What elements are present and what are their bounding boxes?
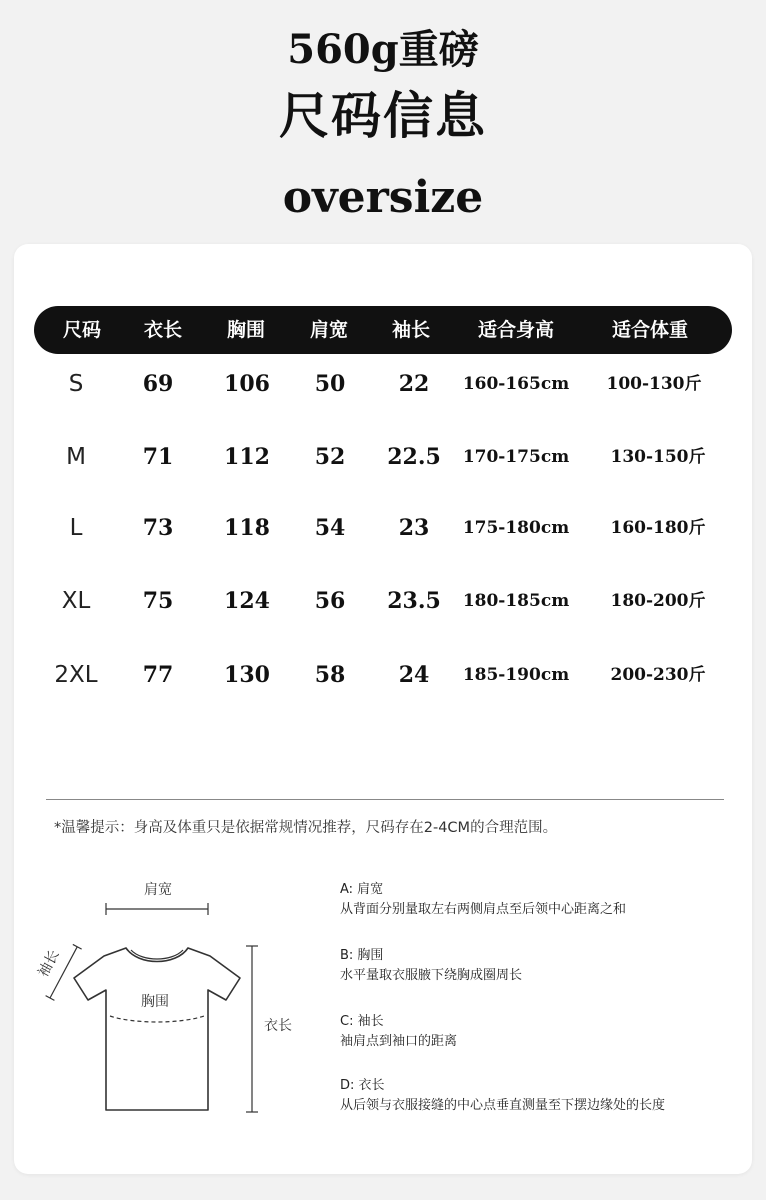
cell-weight: 200-230斤 [610,665,706,685]
cell-length: 71 [142,444,174,470]
cell-height: 170-175cm [462,447,570,467]
table-row [0,655,766,695]
cell-weight: 160-180斤 [610,518,706,538]
cell-weight: 130-150斤 [610,447,706,467]
cell-height: 185-190cm [462,665,570,685]
measurement-desc-item [340,1076,740,1116]
cell-length: 75 [142,588,174,614]
chest-label: 胸围 [141,994,169,1010]
table-header [34,306,732,354]
tshirt-outline-icon [30,870,330,1130]
cell-length: 73 [142,515,174,541]
cell-size: XL [61,588,91,614]
header-sleeve: 袖长 [391,319,431,341]
cell-shoulder: 50 [314,371,346,397]
desc-text: 从后领与衣服接缝的中心点垂直测量至下摆边缘处的长度 [340,1098,666,1113]
desc-text: 水平量取衣服腋下绕胸成圈周长 [340,968,523,983]
desc-title: C: 袖长 [340,1014,384,1029]
cell-size: S [68,371,84,397]
product-weight-title: 560g重磅 [287,26,479,73]
header-shoulder: 肩宽 [309,319,349,341]
header-size: 尺码 [62,319,102,341]
cell-shoulder: 52 [314,444,346,470]
header-height: 适合身高 [477,319,555,341]
cell-sleeve: 22 [398,371,430,397]
cell-sleeve: 22.5 [387,444,441,470]
cell-height: 160-165cm [462,374,570,394]
desc-title: A: 肩宽 [340,882,384,897]
desc-text: 从背面分别量取左右两侧肩点至后领中心距离之和 [340,902,627,917]
table-row [0,437,766,477]
measurement-desc-item [340,1012,740,1052]
cell-shoulder: 58 [314,662,346,688]
measurement-diagram [30,870,330,1130]
header-length: 衣长 [143,319,183,341]
cell-height: 175-180cm [462,518,570,538]
cell-size: L [69,515,83,541]
size-note: *温馨提示：身高及体重只是依据常规情况推荐，尺码存在2-4CM的合理范围。 [54,820,558,836]
table-row [0,581,766,621]
shoulder-label: 肩宽 [144,882,172,898]
cell-weight: 100-130斤 [606,374,702,394]
header-chest: 胸围 [226,319,266,341]
cell-length: 77 [142,662,174,688]
measurement-desc-item [340,946,740,986]
table-row [0,508,766,548]
cell-chest: 118 [224,515,270,541]
section-divider [46,799,724,800]
cell-size: 2XL [54,662,98,688]
cell-sleeve: 23 [398,515,430,541]
table-row [0,364,766,404]
cell-sleeve: 24 [398,662,430,688]
cell-size: M [66,444,86,470]
desc-title: B: 胸围 [340,948,384,963]
page-title: 尺码信息 [279,87,487,145]
measurement-desc-item [340,880,740,920]
desc-text: 袖肩点到袖口的距离 [340,1034,458,1049]
cell-chest: 124 [224,588,270,614]
length-label: 衣长 [264,1018,292,1034]
fit-type-title: oversize [282,172,484,223]
cell-height: 180-185cm [462,591,570,611]
cell-shoulder: 56 [314,588,346,614]
cell-shoulder: 54 [314,515,346,541]
cell-chest: 112 [224,444,270,470]
header-weight: 适合体重 [611,319,689,341]
cell-sleeve: 23.5 [387,588,441,614]
cell-weight: 180-200斤 [610,591,706,611]
cell-chest: 106 [224,371,270,397]
cell-chest: 130 [224,662,270,688]
desc-title: D: 衣长 [340,1078,385,1093]
sleeve-label: 袖长 [35,947,63,980]
cell-length: 69 [142,371,174,397]
